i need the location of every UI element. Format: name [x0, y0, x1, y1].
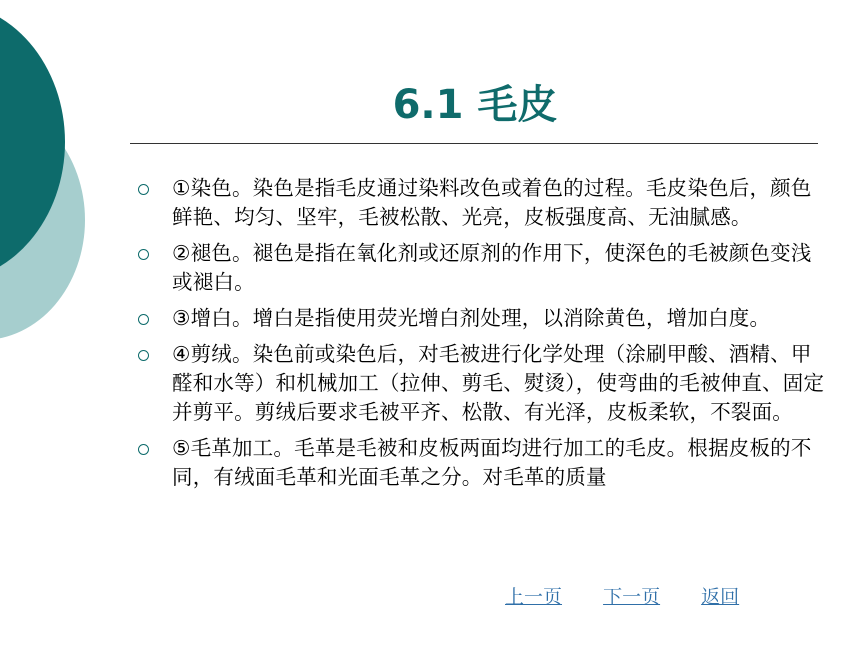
bullet-text: ③增白。增白是指使用荧光增白剂处理，以消除黄色，增加白度。 [172, 306, 771, 330]
slide-navigation [505, 584, 739, 610]
back-link[interactable]: 返回 [701, 586, 740, 608]
circle-bullet-icon [138, 350, 149, 361]
bullet-text: ①染色。染色是指毛皮通过染料改色或着色的过程。毛皮染色后，颜色鲜艳、均匀、坚牢，毛被松散、光亮，皮板强度高、无油腻感。 [172, 176, 812, 229]
circle-bullet-icon [138, 314, 149, 325]
prev-page-link[interactable]: 上一页 [505, 586, 563, 608]
next-page-link[interactable]: 下一页 [603, 586, 661, 608]
circle-bullet-icon [138, 249, 149, 260]
bullet-text: ②褪色。褪色是指在氧化剂或还原剂的作用下，使深色的毛被颜色变浅或褪白。 [172, 241, 812, 294]
bullet-list [135, 174, 825, 499]
bullet-item-leather-fur [135, 434, 825, 492]
bullet-item-shearing [135, 340, 825, 427]
bullet-item-whitening [135, 304, 825, 333]
slide-title: 6.1 毛皮 [392, 82, 558, 128]
bullet-text: ⑤毛革加工。毛革是毛被和皮板两面均进行加工的毛皮。根据皮板的不同，有绒面毛革和光面毛革之分。对毛革的质量 [172, 436, 812, 489]
bullet-item-fading [135, 239, 825, 297]
bullet-item-dyeing [135, 174, 825, 232]
bullet-text: ④剪绒。染色前或染色后，对毛被进行化学处理（涂刷甲酸、酒精、甲醛和水等）和机械加工（拉伸、剪毛、熨烫），使弯曲的毛被伸直、固定并剪平。剪绒后要求毛被平齐、松散、有光泽，皮板柔软，不裂面。 [172, 342, 825, 424]
title-divider [130, 143, 818, 144]
circle-bullet-icon [138, 444, 149, 455]
circle-bullet-icon [138, 184, 149, 195]
